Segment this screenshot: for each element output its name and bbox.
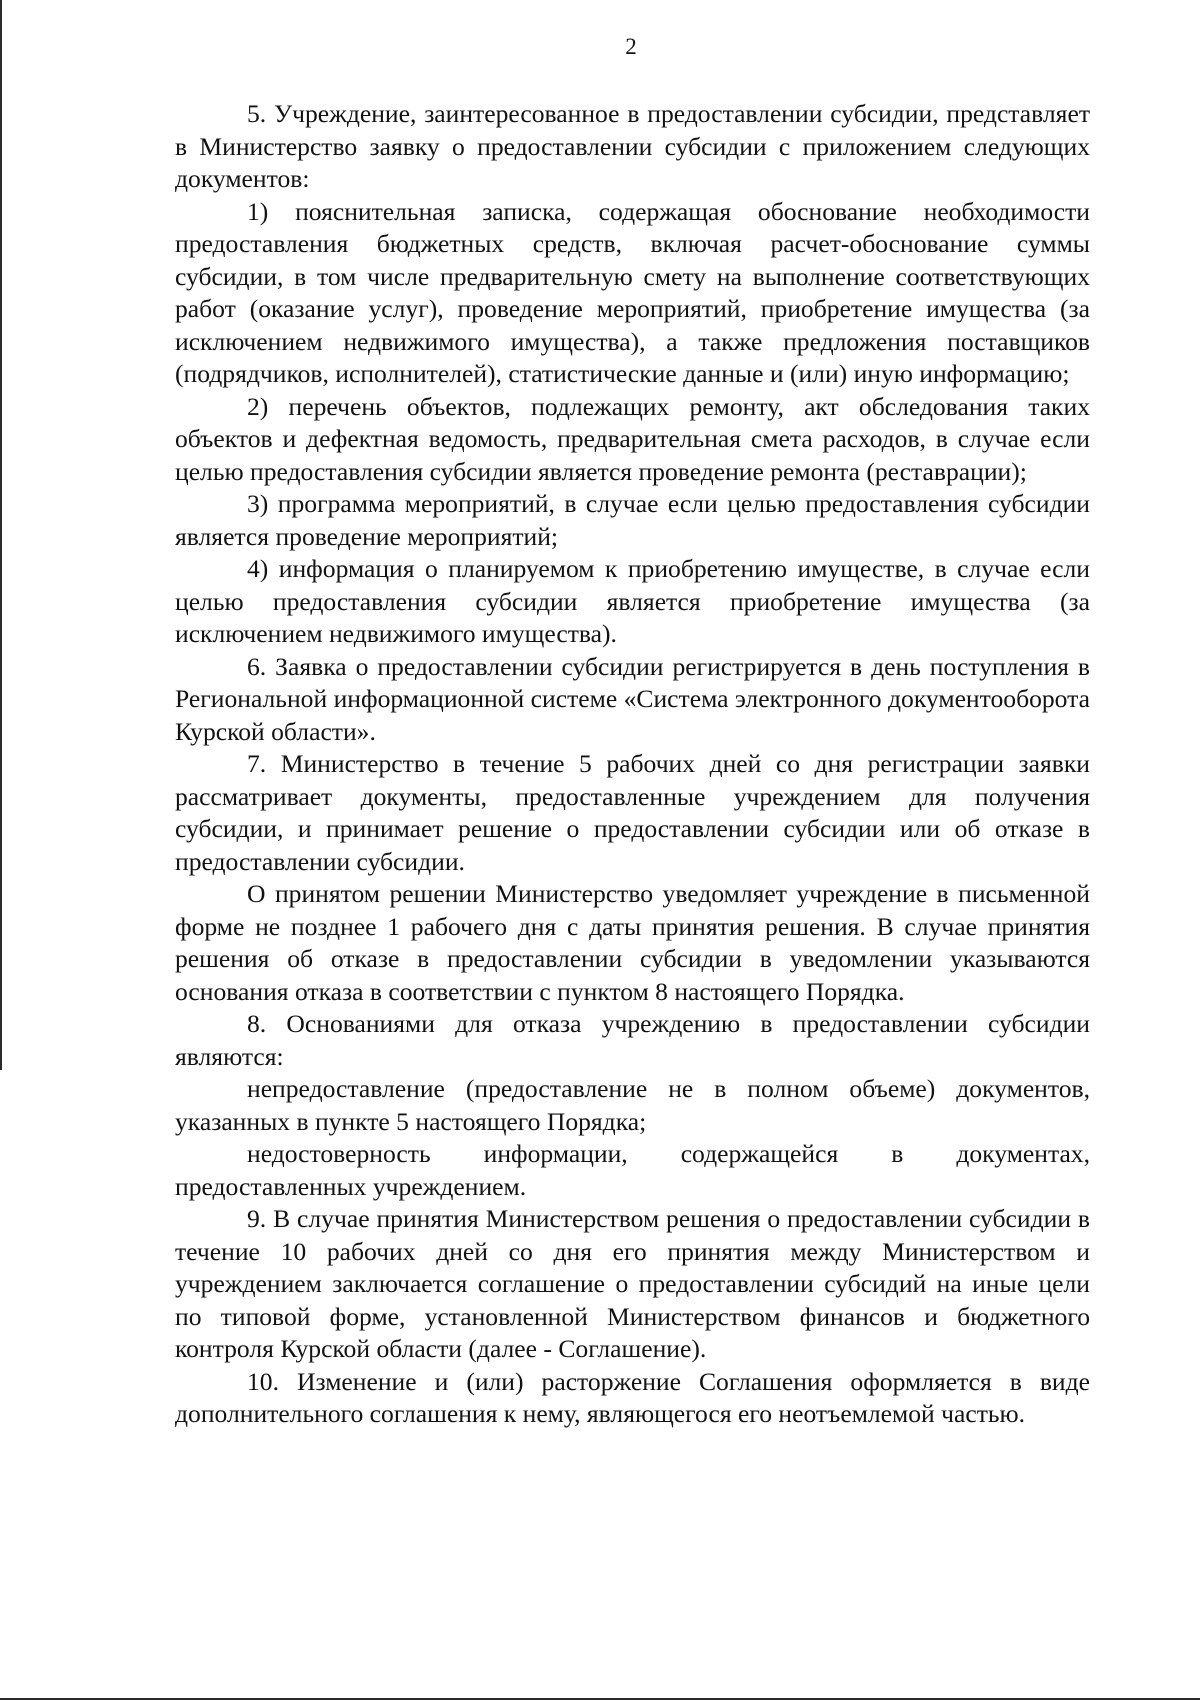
document-body [175,98,1090,1431]
paragraph-refusal-ground-2: недостоверность информации, содержащейся в документах, предоставленных учреждением. [175,1139,1090,1201]
paragraph-decision-notice: О принятом решении Министерство уведомляет учреждение в письменной форме не позднее 1 рабочего дня с даты принятия решения. В случае принятия решения об отказе в предоставлении субсидии в уведомлении указываются основания отказа в соответствии с пунктом 8 настоящего Порядка. [175,879,1090,1006]
paragraph-item-6: 6. Заявка о предоставлении субсидии регистрируется в день поступления в Региональной информационной системе «Система электронного документооборота Курской области». [175,651,1090,746]
paragraph-item-10: 10. Изменение и (или) расторжение Соглашения оформляется в виде дополнительного соглашения к нему, являющегося его неотъемлемой частью. [175,1366,1090,1428]
paragraph-subitem-1: 1) пояснительная записка, содержащая обоснование необходимости предоставления бюджетных средств, включая расчет-обоснование суммы субсидии, в том числе предварительную смету на выполнение соответствующих работ (оказание услуг), проведение мероприятий, приобретение имущества (за исключением недвижимого имущества), а также предложения поставщиков (подрядчиков, исполнителей), статистические данные и (или) иную информацию; [175,196,1090,388]
paragraph-item-5: 5. Учреждение, заинтересованное в предоставлении субсидии, представляет в Министерство заявку о предоставлении субсидии с приложением следующих документов: [175,99,1090,193]
paragraph-subitem-4: 4) информация о планируемом к приобретению имуществе, в случае если целью предоставления субсидии является приобретение имущества (за исключением недвижимого имущества). [175,554,1090,648]
paragraph-item-9: 9. В случае принятия Министерством решения о предоставлении субсидии в течение 10 рабочих дней со дня его принятия между Министерством и учреждением заключается соглашение о предоставлении субсидий на иные цели по типовой форме, установленной Министерством финансов и бюджетного контроля Курской области (далее - Соглашение). [175,1204,1090,1363]
page-number: 2 [625,34,637,59]
paragraph-subitem-3: 3) программа мероприятий, в случае если целью предоставления субсидии является проведение мероприятий; [175,489,1090,551]
paragraph-item-7: 7. Министерство в течение 5 рабочих дней со дня регистрации заявки рассматривает документы, предоставленные учреждением для получения субсидии, и принимает решение о предоставлении субсидии или об отказе в предоставлении субсидии. [175,749,1090,876]
paragraph-item-8: 8. Основаниями для отказа учреждению в предоставлении субсидии являются: [175,1009,1090,1071]
scan-left-edge [0,0,2,1070]
paragraph-refusal-ground-1: непредоставление (предоставление не в полном объеме) документов, указанных в пункте 5 настоящего Порядка; [175,1074,1090,1136]
paragraph-subitem-2: 2) перечень объектов, подлежащих ремонту, акт обследования таких объектов и дефектная ведомость, предварительная смета расходов, в случае если целью предоставления субсидии является проведение ремонта (реставрации); [175,391,1090,486]
